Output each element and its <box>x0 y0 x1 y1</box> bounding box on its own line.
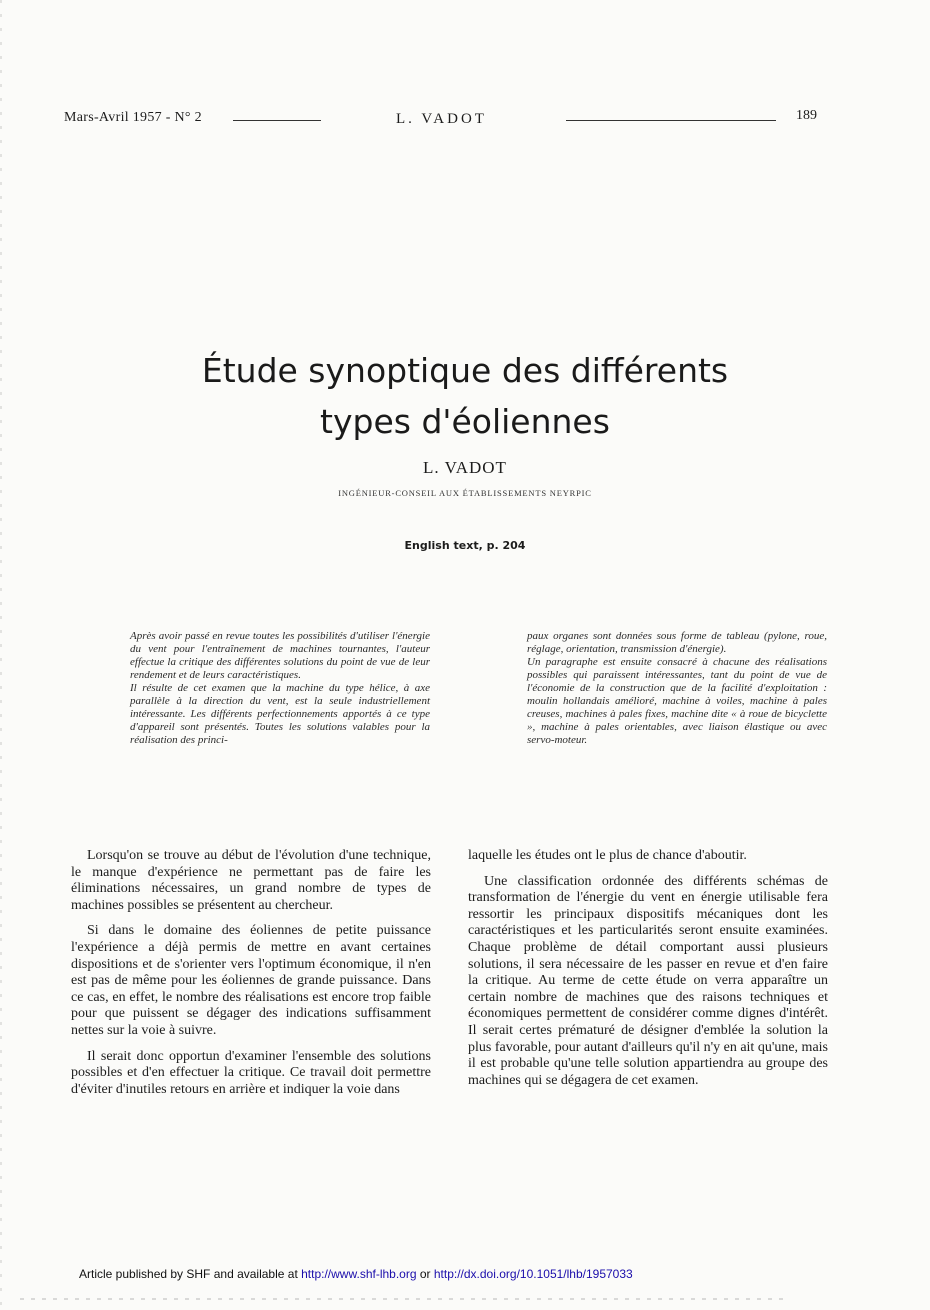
footer-link-doi[interactable]: http://dx.doi.org/10.1051/lhb/1957033 <box>433 1267 633 1281</box>
scan-edge-artifact <box>0 0 2 1310</box>
body-left-column <box>71 848 431 1107</box>
body-paragraph: Une classification ordonnée des différents schémas de transformation de l'énergie du vent en énergie utilisable fera ressortir les principaux dispositifs mécaniques dont les caractéristiques et les particularités seront ensuite examinées. Chaque problème de détail comportant aussi plusieurs solutions, il sera nécessaire de les passer en revue et d'en faire la critique. Au terme de cette étude on verra apparaître un certain nombre de machines que des raisons techniques et économiques permettent de considérer comme dignes d'intérêt. Il serait certes prématuré de désigner d'emblée la solution la plus favorable, pour autant d'ailleurs qu'il n'y en ait qu'une, mais il est probable qu'une telle solution appartiendra au groupe des machines qui se dégagera de cet examen. <box>468 873 829 1088</box>
footer-prefix: Article published by SHF and available at <box>79 1267 302 1281</box>
body-right-column <box>468 848 828 1098</box>
body-paragraph: Lorsqu'on se trouve au début de l'évolution d'une technique, le manque d'expérience ne permettant pas de faire les éliminations nécessaires, un grand nombre de types de machines possibles se présentent au chercheur. <box>71 848 431 913</box>
title-line-1: Étude synoptique des différents <box>201 351 729 390</box>
abstract-paragraph: Il résulte de cet examen que la machine du type hélice, à axe parallèle à la direction du vent, est la seule industriellement intéressante. Les différents perfectionnements apportés à ce type d'appareil sont présentés. Toutes les solutions valables pour la réalisation des princi- <box>130 682 430 746</box>
running-author: L. VADOT <box>396 111 487 127</box>
english-text-note: English text, p. 204 <box>404 539 526 552</box>
title-line-2: types d'éoliennes <box>320 402 610 441</box>
abstract-paragraph: paux organes sont données sous forme de tableau (pylone, roue, réglage, orientation, transmission d'énergie). <box>527 630 827 655</box>
journal-issue: Mars-Avril 1957 - N° 2 <box>64 110 202 125</box>
page-number: 189 <box>796 108 817 123</box>
abstract-left-column <box>130 630 430 747</box>
article-title <box>100 345 830 447</box>
body-paragraph: Il serait donc opportun d'examiner l'ensemble des solutions possibles et d'en effectuer la critique. Ce travail doit permettre d'éviter d'inutiles retours en arrière et indiquer la voie dans <box>71 1048 431 1097</box>
publication-footer <box>79 1267 633 1281</box>
body-paragraph: Si dans le domaine des éoliennes de petite puissance l'expérience a déjà permis de mettre en avant certaines dispositions et de s'orienter vers l'optimum économique, il n'en est pas de même pour les éoliennes de grande puissance. Dans ce cas, en effet, le nombre des réalisations est encore trop faible pour que puissent se dégager des indications suffisamment nettes sur la voie à suivre. <box>71 923 431 1038</box>
footer-separator: or <box>416 1267 434 1281</box>
header-rule-right <box>566 120 776 121</box>
header-rule-left <box>233 120 321 121</box>
abstract-paragraph: Un paragraphe est ensuite consacré à chacune des réalisations possibles qui paraissent intéressantes, tant du point de vue de l'économie de la construction que de la facilité d'exploitation : moulin hollandais amélioré, machine à voiles, machine à pales creuses, machines à pales fixes, machine dite « à roue de bicyclette », machine à pales orientables, avec liaison élastique ou avec servo-moteur. <box>527 656 827 746</box>
abstract-paragraph: Après avoir passé en revue toutes les possibilités d'utiliser l'énergie du vent pour l'entraînement de machines tournantes, l'auteur effectue la critique des différentes solutions du point de vue de leur rendement et de leurs caractéristiques. <box>130 630 430 681</box>
body-paragraph: laquelle les études ont le plus de chance d'aboutir. <box>468 848 747 863</box>
author-affiliation: INGÉNIEUR-CONSEIL AUX ÉTABLISSEMENTS NEYRPIC <box>338 488 592 498</box>
author-name: L. VADOT <box>423 458 507 477</box>
abstract-right-column <box>527 630 827 747</box>
footer-link-shf[interactable]: http://www.shf-lhb.org <box>301 1267 417 1281</box>
scan-bottom-artifact <box>20 1298 790 1300</box>
